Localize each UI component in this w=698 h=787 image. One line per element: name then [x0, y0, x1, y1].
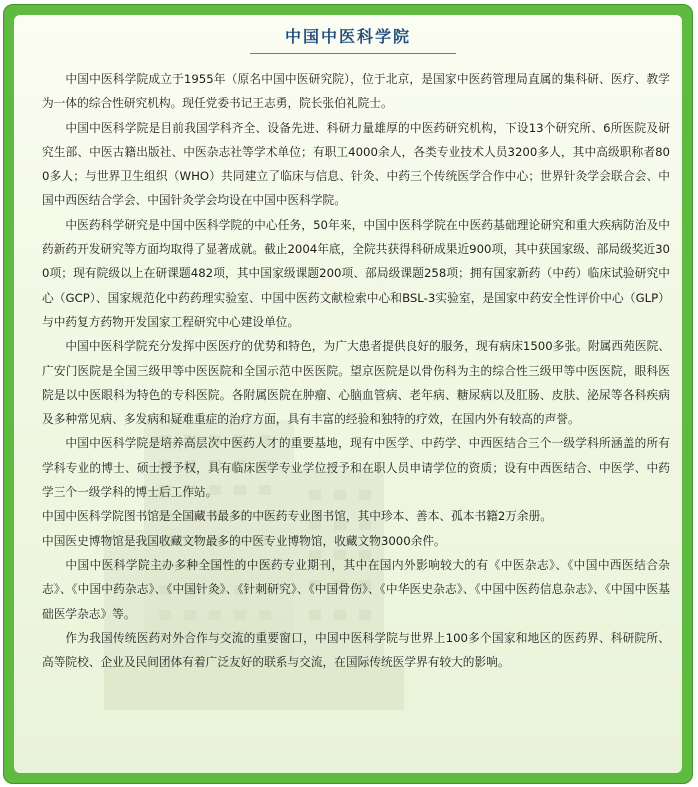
title-divider — [250, 53, 456, 54]
content-frame — [3, 4, 693, 784]
paragraph-journals: 中国中医科学院主办多种全国性的中医药专业期刊，其中在国内外影响较大的有《中医杂志》、《中国中西医结合杂志》、《中国中药杂志》、《中国针灸》、《针刺研究》、《中国骨伤》、《中华医史杂志》、《中国中医药信息杂志》、《中国中医基础医学杂志》等。 — [42, 557, 670, 621]
paragraph-education: 中国中医科学院是培养高层次中医药人才的重要基地，现有中医学、中药学、中西医结合三个一级学科所涵盖的所有学科专业的博士、硕士授予权，具有临床医学专业学位授予和在职人员申请学位的资质；设有中西医结合、中医学、中药学三个一级学科的博士后工作站。 — [42, 436, 670, 500]
paragraph-museum: 中国医史博物馆是我国收藏文物最多的中医专业博物馆，收藏文物3000余件。 — [42, 533, 446, 548]
paragraph-hospitals: 中国中医科学院充分发挥中医医疗的优势和特色，为广大患者提供良好的服务，现有病床1500多张。附属西苑医院、广安门医院是全国三级甲等中医医院和全国示范中医医院。望京医院是以骨伤科为主的综合性三级甲等中医医院，眼科医院是以中医眼科为特色的专科医院。各附属医院在肿瘤、心脑血管病、老年病、糖尿病以及肛肠、皮肤、泌尿等各科疾病及多种常见病、多发病和疑难重症的治疗方面，具有丰富的经验和独特的疗效，在国内外有较高的声誉。 — [42, 339, 670, 427]
paragraph-international: 作为我国传统医药对外合作与交流的重要窗口，中国中医科学院与世界上100多个国家和地区的医药界、科研院所、高等院校、企业及民间团体有着广泛友好的联系与交流，在国际传统医学界有较大的影响。 — [42, 630, 670, 670]
paragraph-research: 中医药科学研究是中国中医科学院的中心任务，50年来，中国中医科学院在中医药基础理论研究和重大疾病防治及中药新药开发研究等方面均取得了显著成就。截止2004年底，全院共获得科研成果近900项，其中获国家级、部局级奖近300项；现有院级以上在研课题482项，其中国家级课题200项、部局级课题258项；拥有国家新药（中药）临床试验研究中心（GCP）、国家规范化中药药理实验室、中国中医药文献检索中心和BSL-3实验室，是国家中药安全性评价中心（GLP）与中药复方药物开发国家工程研究中心建设单位。 — [42, 217, 670, 329]
paragraph-founding: 中国中医科学院成立于1955年（原名中国中医研究院），位于北京，是国家中医药管理局直属的集科研、医疗、教学为一体的综合性研究机构。现任党委书记王志勇，院长张伯礼院士。 — [42, 72, 670, 111]
article-body — [42, 67, 670, 674]
page-title: 中国中医科学院 — [284, 27, 411, 46]
paragraph-institutions: 中国中医科学院是目前我国学科齐全、设备先进、科研力量雄厚的中医药研究机构，下设13个研究所、6所医院及研究生部、中医古籍出版社、中医杂志社等学术单位；有职工4000余人，各类专业技术人员3200多人，其中高级职称者800多人；与世界卫生组织（WHO）共同建立了临床与信息、针灸、中药三个传统医学合作中心；世界针灸学会联合会、中国中西医结合学会、中国针灸学会均设在中国中医科学院。 — [42, 120, 670, 208]
paragraph-library: 中国中医科学院图书馆是全国藏书最多的中医药专业图书馆，其中珍本、善本、孤本书籍2万余册。 — [42, 509, 552, 524]
content-panel — [14, 15, 682, 773]
